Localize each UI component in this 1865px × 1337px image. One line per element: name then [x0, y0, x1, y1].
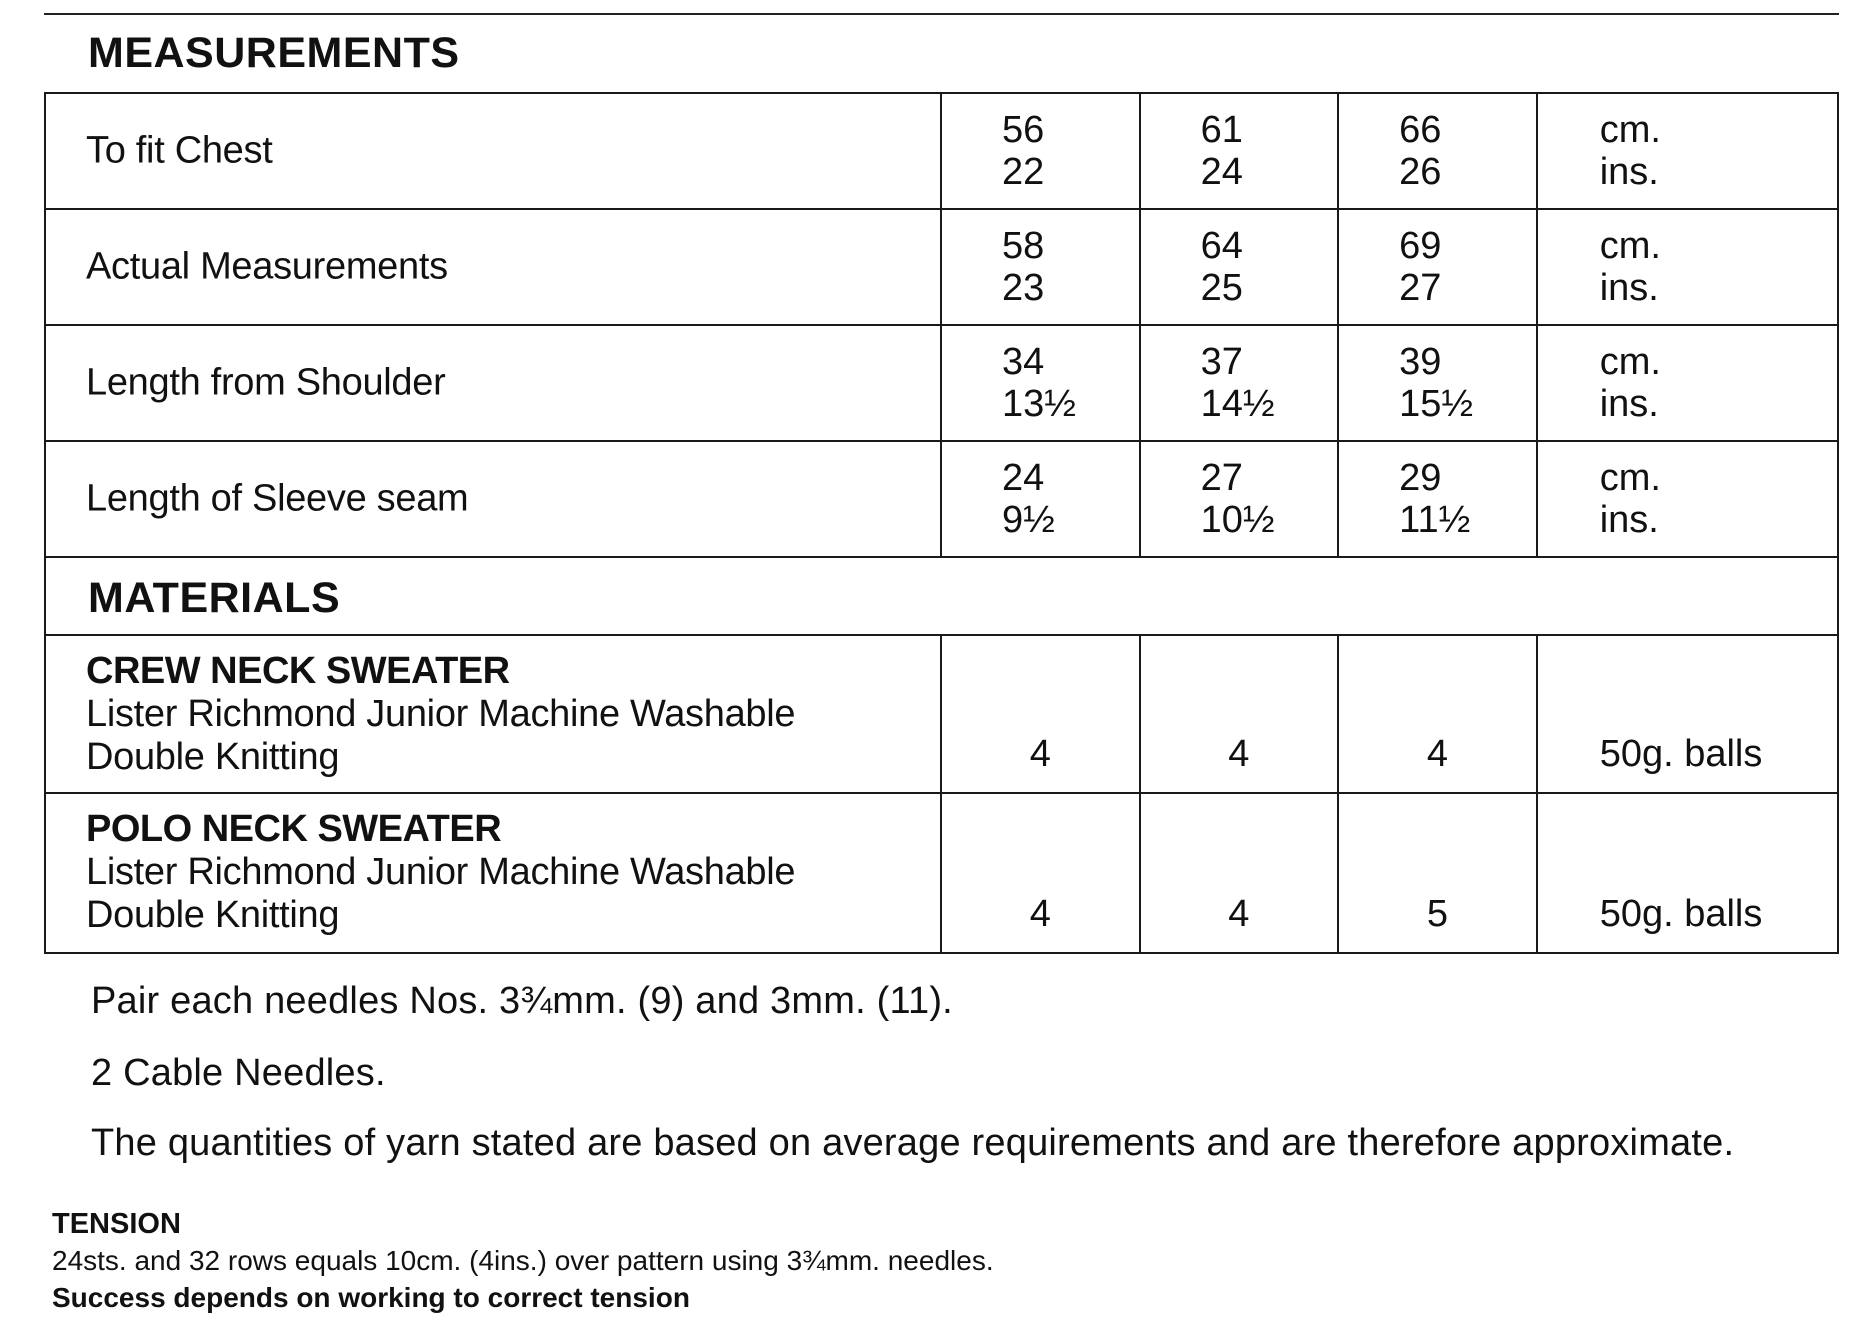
size-1-cell	[942, 442, 1141, 556]
ball-count: 4	[1029, 733, 1051, 775]
value-ins: 13½	[1002, 383, 1076, 425]
size-3-cell	[1339, 326, 1538, 440]
value-cm: 58	[1002, 225, 1045, 267]
value-ins: 26	[1399, 151, 1442, 193]
value-cm: 66	[1399, 109, 1442, 151]
size-2-cell	[1141, 326, 1340, 440]
size-3-cell	[1339, 210, 1538, 324]
ball-count: 4	[1426, 733, 1448, 775]
row-label: Actual Measurements	[86, 245, 448, 288]
ball-unit: 50g. balls	[1599, 893, 1763, 935]
unit-ins: ins.	[1599, 499, 1659, 541]
unit-cell	[1538, 442, 1837, 556]
size-2-cell	[1141, 636, 1340, 792]
value-ins: 11½	[1399, 499, 1471, 541]
table-row-to-fit-chest	[46, 94, 1837, 210]
row-label-cell	[46, 326, 942, 440]
value-cm: 61	[1200, 109, 1243, 151]
row-label-cell	[46, 94, 942, 208]
value-cm: 29	[1399, 457, 1442, 499]
size-1-cell	[942, 636, 1141, 792]
value-cm: 34	[1002, 341, 1045, 383]
unit-cm: cm.	[1599, 225, 1661, 267]
value-ins: 10½	[1200, 499, 1275, 541]
unit-cm: cm.	[1599, 457, 1661, 499]
value-cm: 24	[1002, 457, 1045, 499]
unit-cell	[1538, 636, 1837, 792]
ball-count: 4	[1029, 893, 1051, 935]
value-ins: 25	[1200, 267, 1243, 309]
material-name: POLO NECK SWEATER	[86, 808, 502, 850]
ball-count: 5	[1426, 893, 1448, 935]
value-ins: 23	[1002, 267, 1045, 309]
value-cm: 39	[1399, 341, 1442, 383]
table-row-length-of-sleeve-seam	[46, 442, 1837, 558]
size-3-cell	[1339, 794, 1538, 952]
row-label-cell	[46, 210, 942, 324]
unit-cell	[1538, 210, 1837, 324]
size-1-cell	[942, 210, 1141, 324]
value-ins: 27	[1399, 267, 1442, 309]
size-1-cell	[942, 794, 1141, 952]
size-2-cell	[1141, 442, 1340, 556]
size-3-cell	[1339, 94, 1538, 208]
value-ins: 24	[1200, 151, 1243, 193]
material-name: CREW NECK SWEATER	[86, 650, 510, 692]
material-yarn: Lister Richmond Junior Machine Washable	[86, 693, 796, 735]
unit-ins: ins.	[1599, 151, 1659, 193]
quantities-note: The quantities of yarn stated are based on average requirements and are therefore approximate.	[91, 1122, 1735, 1164]
needles-note: Pair each needles Nos. 3¾mm. (9) and 3mm. (11).	[91, 980, 953, 1022]
unit-cell	[1538, 794, 1837, 952]
size-1-cell	[942, 326, 1141, 440]
size-3-cell	[1339, 442, 1538, 556]
measurements-materials-table	[44, 92, 1839, 954]
material-label-cell	[46, 636, 942, 792]
row-label: Length of Sleeve seam	[86, 477, 469, 520]
unit-cell	[1538, 94, 1837, 208]
size-2-cell	[1141, 794, 1340, 952]
value-cm: 27	[1200, 457, 1243, 499]
size-2-cell	[1141, 94, 1340, 208]
tension-spec: 24sts. and 32 rows equals 10cm. (4ins.) over pattern using 3¾mm. needles.	[52, 1245, 994, 1276]
material-weight: Double Knitting	[86, 894, 340, 936]
table-row-crew-neck-sweater	[46, 636, 1837, 794]
size-3-cell	[1339, 636, 1538, 792]
material-label-cell	[46, 794, 942, 952]
row-label: To fit Chest	[86, 129, 273, 172]
cable-needles-note: 2 Cable Needles.	[91, 1052, 386, 1094]
ball-unit: 50g. balls	[1599, 733, 1763, 775]
unit-cm: cm.	[1599, 109, 1661, 151]
unit-ins: ins.	[1599, 267, 1659, 309]
size-2-cell	[1141, 210, 1340, 324]
value-ins: 9½	[1002, 499, 1055, 541]
measurements-heading: MEASUREMENTS	[88, 29, 460, 77]
ball-count: 4	[1228, 733, 1250, 775]
row-label: Length from Shoulder	[86, 361, 446, 404]
value-ins: 14½	[1200, 383, 1275, 425]
tension-advice: Success depends on working to correct tension	[52, 1282, 690, 1313]
table-row-length-from-shoulder	[46, 326, 1837, 442]
material-yarn: Lister Richmond Junior Machine Washable	[86, 851, 796, 893]
value-cm: 56	[1002, 109, 1045, 151]
table-row-polo-neck-sweater	[46, 794, 1837, 952]
unit-ins: ins.	[1599, 383, 1659, 425]
value-cm: 37	[1200, 341, 1243, 383]
materials-heading: MATERIALS	[88, 574, 341, 622]
value-ins: 22	[1002, 151, 1045, 193]
value-cm: 64	[1200, 225, 1243, 267]
unit-cell	[1538, 326, 1837, 440]
value-ins: 15½	[1399, 383, 1474, 425]
ball-count: 4	[1228, 893, 1250, 935]
table-row-actual-measurements	[46, 210, 1837, 326]
row-label-cell	[46, 442, 942, 556]
value-cm: 69	[1399, 225, 1442, 267]
material-weight: Double Knitting	[86, 736, 340, 778]
tension-heading: TENSION	[52, 1208, 181, 1240]
unit-cm: cm.	[1599, 341, 1661, 383]
top-rule	[44, 13, 1839, 15]
size-1-cell	[942, 94, 1141, 208]
